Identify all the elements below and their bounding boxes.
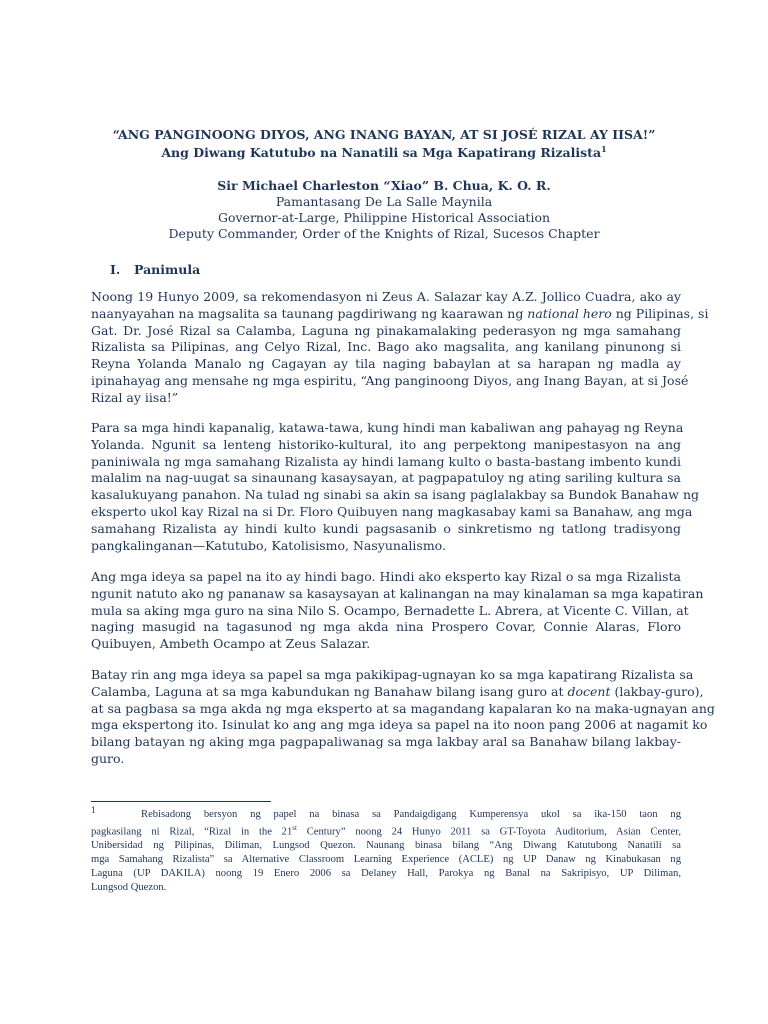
paragraph-line: pangkalinganan—Katutubo, Katolisismo, Nasyunalismo. xyxy=(91,537,446,553)
italic-phrase: docent xyxy=(567,683,611,699)
author-affiliation-2: Governor-at-Large, Philippine Historical Association xyxy=(217,210,551,225)
paragraph-line: Para sa mga hindi kapanalig, katawa-tawa, kung hindi man kabaliwan ang pahayag ng Reyna xyxy=(91,420,684,435)
footnote-text xyxy=(91,808,681,894)
paragraph-line xyxy=(91,305,709,323)
paragraph-line: at sa pagbasa sa mga akda ng mga eksperto at sa magandang kapalaran ko na maka-ugnayan ang xyxy=(91,700,715,716)
paragraph-line: eksperto ukol kay Rizal na si Dr. Floro Quibuyen nang magkasabay kami sa Banahaw, ang mga xyxy=(91,503,693,519)
paragraph-line: Noong 19 Hunyo 2009, sa rekomendasyon ni Zeus A. Salazar kay A.Z. Jollico Cuadra, ako ay xyxy=(91,289,681,304)
footnote-line xyxy=(91,822,681,839)
paragraph-4 xyxy=(91,667,715,768)
footnote-line: Lungsod Quezon. xyxy=(91,881,167,893)
paragraph-line: bilang batayan ng aking mga pagpapaliwanag sa mga lakbay aral sa Banahaw bilang lakbay- xyxy=(91,734,681,750)
paragraph-line: mga ekspertong ito. Isinulat ko ang ang mga ideya sa papel na ito noon pang 2006 at nagamit ko xyxy=(91,717,708,733)
author-name: Sir Michael Charleston “Xiao” B. Chua, K. O. R. xyxy=(217,178,551,193)
paragraph-line: Rizal ay iisa!” xyxy=(91,389,179,405)
paragraph-3 xyxy=(91,569,704,653)
paragraph-line: samahang Rizalista ay hindi kulto kundi pagsasanib o sinkretismo ng tatlong tradisyong xyxy=(91,520,681,536)
document-subtitle xyxy=(0,145,768,160)
line-text: ng Pilipinas, si xyxy=(611,305,709,321)
line-text: (lakbay-guro), xyxy=(610,683,704,699)
footnote-reference[interactable]: 1 xyxy=(601,143,607,154)
footnote-separator xyxy=(91,801,271,802)
paragraph-line xyxy=(91,683,704,701)
line-text: Calamba, Laguna at sa mga kabundukan ng Banahaw bilang isang guro at xyxy=(91,683,568,699)
footnote-marker: 1 xyxy=(91,806,97,815)
document-title: “ANG PANGINOONG DIYOS, ANG INANG BAYAN, AT SI JOSÉ RIZAL AY IISA!” xyxy=(112,127,656,142)
paragraph-line: kasalukuyang panahon. Na tulad ng sinabi sa akin sa isang paglalakbay sa Bundok Banahaw ng xyxy=(91,487,700,503)
paragraph-line: ngunit natuto ako ng pananaw sa kasaysayan at kalinangan na may kinalaman sa mga kapatiran xyxy=(91,585,704,601)
italic-phrase: national hero xyxy=(527,305,612,321)
paragraph-line: Quibuyen, Ambeth Ocampo at Zeus Salazar. xyxy=(91,636,371,652)
paragraph-line: naging masugid na tagasunod ng mga akda nina Prospero Covar, Connie Alaras, Floro xyxy=(91,619,681,635)
subtitle-text: Ang Diwang Katutubo na Nanatili sa Mga Kapatirang Rizalista xyxy=(161,145,602,160)
paragraph-line: Gat. Dr. José Rizal sa Calamba, Laguna ng pinakamalaking pederasyon ng mga samahang xyxy=(91,322,681,338)
paragraph-line: Yolanda. Ngunit sa lenteng historiko-kultural, ito ang perpektong manipestasyon na ang xyxy=(91,436,681,452)
author-affiliation-1: Pamantasang De La Salle Maynila xyxy=(275,194,493,209)
paragraph-line: Ang mga ideya sa papel na ito ay hindi bago. Hindi ako eksperto kay Rizal o sa mga Rizalista xyxy=(91,569,681,584)
section-number: I. xyxy=(110,262,121,277)
paragraph-line: Reyna Yolanda Manalo ng Cagayan ay tila naging babaylan at sa harapan ng madla ay xyxy=(91,356,681,372)
paragraph-1 xyxy=(91,289,709,407)
paragraph-line: guro. xyxy=(91,750,125,766)
paragraph-line: Batay rin ang mga ideya sa papel sa mga pakikipag-ugnayan ko sa mga kapatirang Rizalista sa xyxy=(91,667,694,682)
line-text: Century” noong 24 Hunyo 2011 sa GT-Toyota Auditorium, Asian Center, xyxy=(296,826,682,838)
footnote-line: Laguna (UP DAKILA) noong 19 Enero 2006 sa Delaney Hall, Parokya ng Banal na Sakripisyo, UP Diliman, xyxy=(91,867,681,879)
paragraph-line: ipinahayag ang mensahe ng mga espiritu, “Ang panginoong Diyos, ang Inang Bayan, at si José xyxy=(91,372,689,388)
paragraph-line: malalim na nag-uugat sa sinaunang kasaysayan, at pagpapatuloy ng ating sariling kultura sa xyxy=(91,470,681,486)
footnote-line: mga Samahang Rizalista” sa Alternative Classroom Learning Experience (ACLE) ng UP Danaw ng Kinabukasan ng xyxy=(91,853,681,865)
superscript: st xyxy=(292,823,297,832)
line-text: pagkasilang ni Rizal, “Rizal in the 21 xyxy=(91,826,293,838)
paragraph-line: Rizalista sa Pilipinas, ang Celyo Rizal, Inc. Bago ako magsalita, ang kanilang pinunong si xyxy=(91,339,681,355)
section-title: Panimula xyxy=(134,262,201,277)
footnote-line: Rebisadong bersyon ng papel na binasa sa Pandaigdigang Kumperensya ukol sa ika-150 taon ng xyxy=(141,809,681,820)
line-text: naanyayahan na magsalita sa taunang pagdiriwang ng kaarawan ng xyxy=(91,305,528,321)
paragraph-line: paniniwala ng mga samahang Rizalista ay hindi lamang kulto o basta-bastang imbento kundi xyxy=(91,453,681,469)
author-affiliation-3: Deputy Commander, Order of the Knights of Rizal, Sucesos Chapter xyxy=(168,226,600,241)
footnote-line: Unibersidad ng Pilipinas, Diliman, Lungsod Quezon. Naunang binasa bilang “Ang Diwang Katutubong Nanatili sa xyxy=(91,840,681,852)
paragraph-line: mula sa aking mga guro na sina Nilo S. Ocampo, Bernadette L. Abrera, at Vicente C. Villan, at xyxy=(91,602,689,618)
paragraph-2 xyxy=(91,420,700,554)
section-heading xyxy=(110,262,200,277)
